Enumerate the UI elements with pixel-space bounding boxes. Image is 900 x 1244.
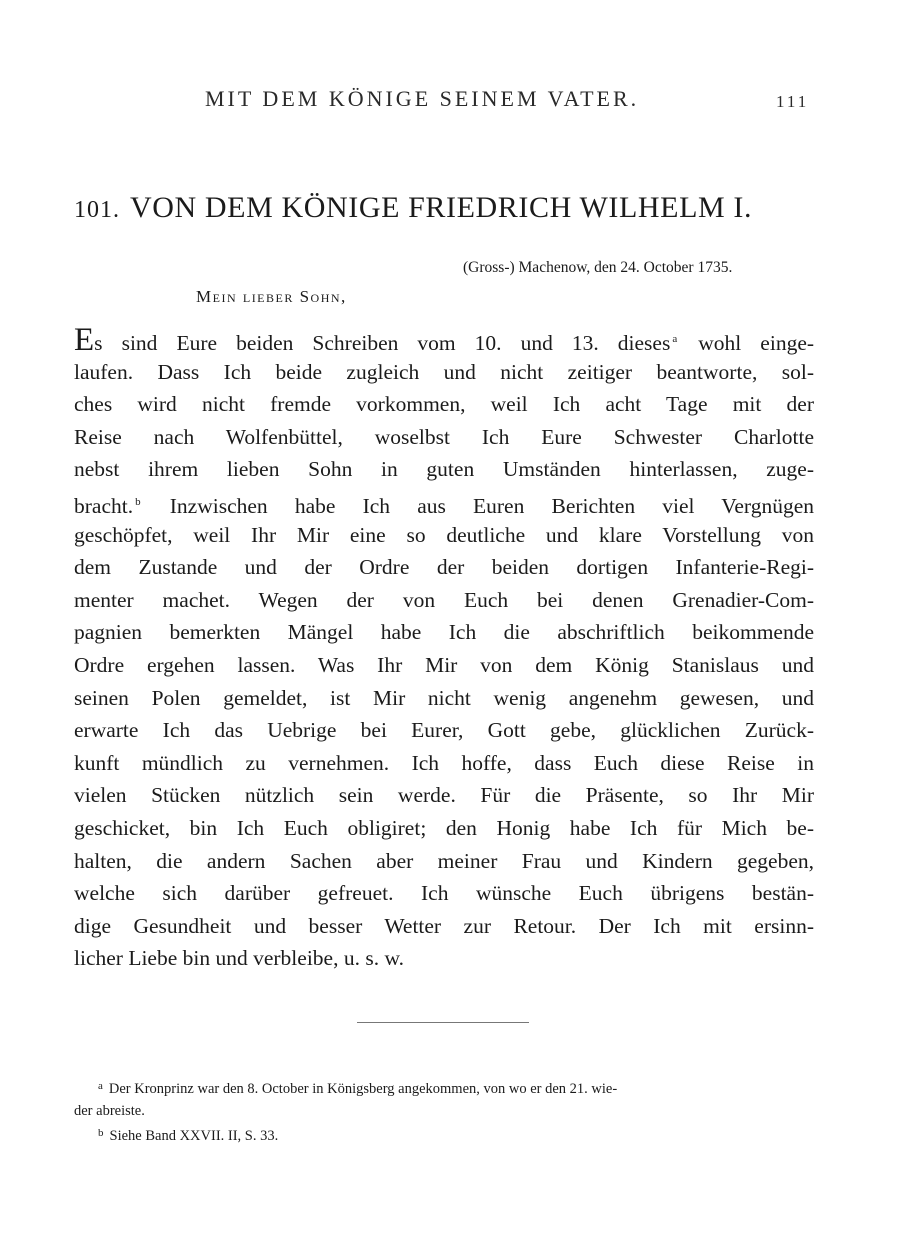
footnote-a: $^a$ Der Kronprinz war den 8. October in Königsberg angekommen, von wo er den 21. wie- (98, 1080, 618, 1097)
running-head: MIT DEM KÖNIGE SEINEM VATER. (205, 86, 640, 111)
body-line: bracht. $^b$ Inzwischen habe Ich aus Euren Berichten viel Vergnügen (74, 493, 815, 518)
body-line: geschöpfet, weil Ihr Mir eine so deutliche und klare Vorstellung von (74, 522, 814, 547)
salutation: Mein lieber Sohn, (196, 287, 347, 306)
body-line: dige Gesundheit und besser Wetter zur Retour. Der Ich mit ersinn- (74, 913, 814, 938)
body-line: nebst ihrem lieben Sohn in guten Umständen hinterlassen, zuge- (74, 457, 814, 482)
body-line: Es sind Eure beiden Schreiben vom 10. und 13. dieses $^a$ wohl einge- (74, 322, 815, 358)
footnotes (74, 1075, 814, 1147)
drop-cap: E (74, 322, 95, 358)
body-line: pagnien bemerkten Mängel habe Ich die abschriftlich beikommende (74, 620, 814, 645)
body-line: erwarte Ich das Uebrige bei Eurer, Gott gebe, glücklichen Zurück- (74, 718, 814, 743)
body-line: menter machet. Wegen der von Euch bei denen Grenadier-Com- (74, 587, 814, 612)
letter-number: 101. (74, 197, 120, 223)
footnote-marker: a (98, 1080, 103, 1092)
footnote-divider (357, 1022, 529, 1023)
body-line: laufen. Dass Ich beide zugleich und nicht zeitiger beantworte, sol- (74, 359, 814, 384)
body-line: geschicket, bin Ich Euch obligiret; den Honig habe Ich für Mich be- (74, 815, 814, 840)
footnote-b: $^b$ Siehe Band XXVII. II, S. 33. (98, 1127, 279, 1144)
letter-heading (74, 191, 834, 225)
body-line: welche sich darüber gefreuet. Ich wünsche Euch übrigens bestän- (74, 881, 814, 906)
footnote-marker: b (98, 1127, 104, 1139)
body-line: kunft mündlich zu vernehmen. Ich hoffe, dass Euch diese Reise in (74, 750, 814, 775)
body-line: halten, die andern Sachen aber meiner Frau und Kindern gegeben, (74, 848, 814, 873)
body-line: licher Liebe bin und verbleibe, u. s. w. (74, 946, 404, 971)
footnote-a-continued: der abreiste. (74, 1103, 145, 1119)
letter-title: VON DEM KÖNIGE FRIEDRICH WILHELM I. (130, 191, 753, 224)
body-line: dem Zustande und der Ordre der beiden dortigen Infanterie-Regi- (74, 555, 814, 580)
body-line: Ordre ergehen lassen. Was Ihr Mir von dem König Stanislaus und (74, 652, 814, 677)
page-number: 111 (776, 92, 810, 111)
body-line: ches wird nicht fremde vorkommen, weil Ich acht Tage mit der (74, 392, 814, 417)
body-line: vielen Stücken nützlich sein werde. Für die Präsente, so Ihr Mir (74, 783, 814, 808)
footnote-ref: a (672, 333, 678, 345)
dateline: (Gross-) Machenow, den 24. October 1735. (463, 259, 733, 276)
footnote-ref: b (135, 495, 141, 508)
body-line: seinen Polen gemeldet, ist Mir nicht wenig angenehm gewesen, und (74, 685, 814, 710)
body-line: Reise nach Wolfenbüttel, woselbst Ich Eure Schwester Charlotte (74, 424, 814, 449)
letter-body (74, 323, 814, 975)
